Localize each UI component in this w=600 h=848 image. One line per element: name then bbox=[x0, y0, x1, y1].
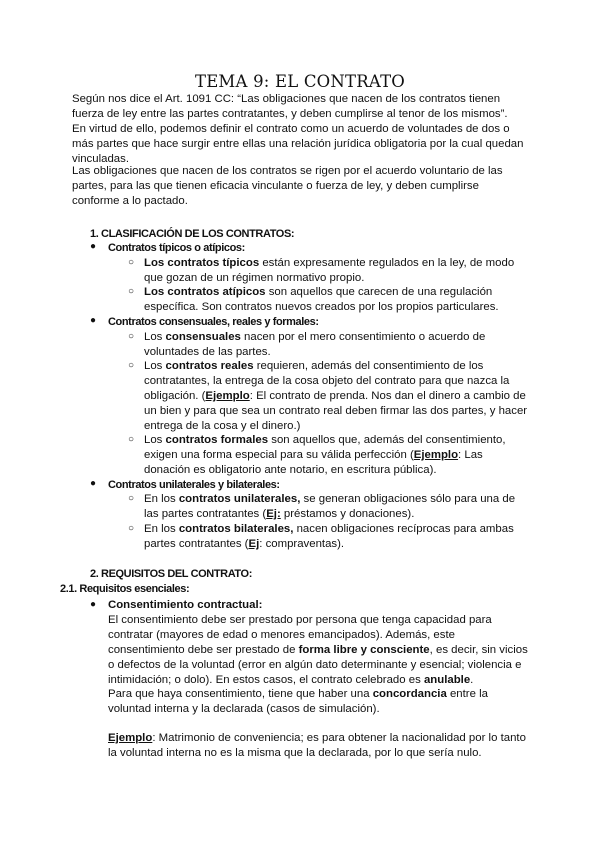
circle-bullet-icon: ○ bbox=[128, 331, 135, 342]
list-item: Los contratos típicos están expresamente regulados en la ley, de modo que gozan de un régimen normativo propio. bbox=[144, 257, 515, 284]
circle-bullet-icon: ○ bbox=[128, 360, 135, 371]
section-1-heading: 1. CLASIFICACIÓN DE LOS CONTRATOS: bbox=[90, 228, 295, 240]
group-2-title: Contratos consensuales, reales y formales: bbox=[108, 316, 319, 328]
intro-paragraph-2: En virtud de ello, podemos definir el contrato como un acuerdo de voluntades de dos o más partes que hace surgir entre ellas una relación jurídica obligatoria por la cual quedan vinculadas. bbox=[72, 123, 524, 165]
consent-paragraph-2: Para que haya consentimiento, tiene que haber una concordancia entre la voluntad interna y la declarada (casos de simulación). bbox=[108, 688, 488, 715]
list-item: Los contratos atípicos son aquellos que carecen de una regulación específica. Son contratos nuevos creados por los propios particulares. bbox=[144, 286, 499, 313]
consent-title: Consentimiento contractual: bbox=[108, 599, 263, 611]
list-item: Los contratos reales requieren, además del consentimiento de los contratantes, la entrega de la cosa objeto del contrato para que nazca la obligación. (Ejemplo: El contrato de prenda. Nos dan el dinero a cambio de un bien y para que sea un contrato real deben firmar las dos partes, y hacer entrega de la cosa y el dinero.) bbox=[144, 360, 528, 432]
circle-bullet-icon: ○ bbox=[128, 523, 135, 534]
bullet-icon: ● bbox=[90, 478, 97, 489]
section-2-1-heading: 2.1. Requisitos esenciales: bbox=[60, 583, 190, 595]
intro-paragraph-3: Las obligaciones que nacen de los contratos se rigen por el acuerdo voluntario de las partes, para las que tienen eficacia vinculante o fuerza de ley, y deben cumplirse conforme a lo pactado. bbox=[72, 165, 503, 207]
example-paragraph: Ejemplo: Matrimonio de conveniencia; es para obtener la nacionalidad por lo tanto la voluntad interna no es la misma que la declarada, por lo que sería nulo. bbox=[108, 732, 526, 759]
section-2-heading: 2. REQUISITOS DEL CONTRATO: bbox=[90, 568, 252, 580]
circle-bullet-icon: ○ bbox=[128, 493, 135, 504]
circle-bullet-icon: ○ bbox=[128, 257, 135, 268]
group-1-title: Contratos típicos o atípicos: bbox=[108, 242, 245, 254]
list-item: Los consensuales nacen por el mero consentimiento o acuerdo de voluntades de las partes. bbox=[144, 331, 486, 358]
bullet-icon: ● bbox=[90, 315, 97, 326]
page-title: TEMA 9: EL CONTRATO bbox=[194, 72, 406, 91]
list-item: Los contratos formales son aquellos que, además del consentimiento, exigen una forma especial para su válida perfección (Ejemplo: Las donación es obligatorio ante notario, en escritura pública). bbox=[144, 434, 506, 476]
circle-bullet-icon: ○ bbox=[128, 434, 135, 445]
group-3-title: Contratos unilaterales y bilaterales: bbox=[108, 479, 280, 491]
intro-paragraph-1: Según nos dice el Art. 1091 CC: “Las obligaciones que nacen de los contratos tienen fuerza de ley entre las partes contratantes, y deben cumplirse al tenor de los mismos”. bbox=[72, 93, 508, 120]
list-item: En los contratos bilaterales, nacen obligaciones recíprocas para ambas partes contratantes (Ej: compraventas). bbox=[144, 523, 514, 550]
circle-bullet-icon: ○ bbox=[128, 286, 135, 297]
consent-paragraph-1: El consentimiento debe ser prestado por persona que tenga capacidad para contratar (mayores de edad o menores emancipados). Además, este consentimiento debe ser prestado de forma libre y consciente, es decir, sin vicios o defectos de la voluntad (error en algún dato determinante y esencial; violencia e intimidación; o dolo). En estos casos, el contrato celebrado es anulable. bbox=[108, 614, 528, 686]
list-item: En los contratos unilaterales, se generan obligaciones sólo para una de las partes contratantes (Ej: préstamos y donaciones). bbox=[144, 493, 516, 520]
bullet-icon: ● bbox=[90, 241, 97, 252]
bullet-icon: ● bbox=[90, 599, 97, 610]
